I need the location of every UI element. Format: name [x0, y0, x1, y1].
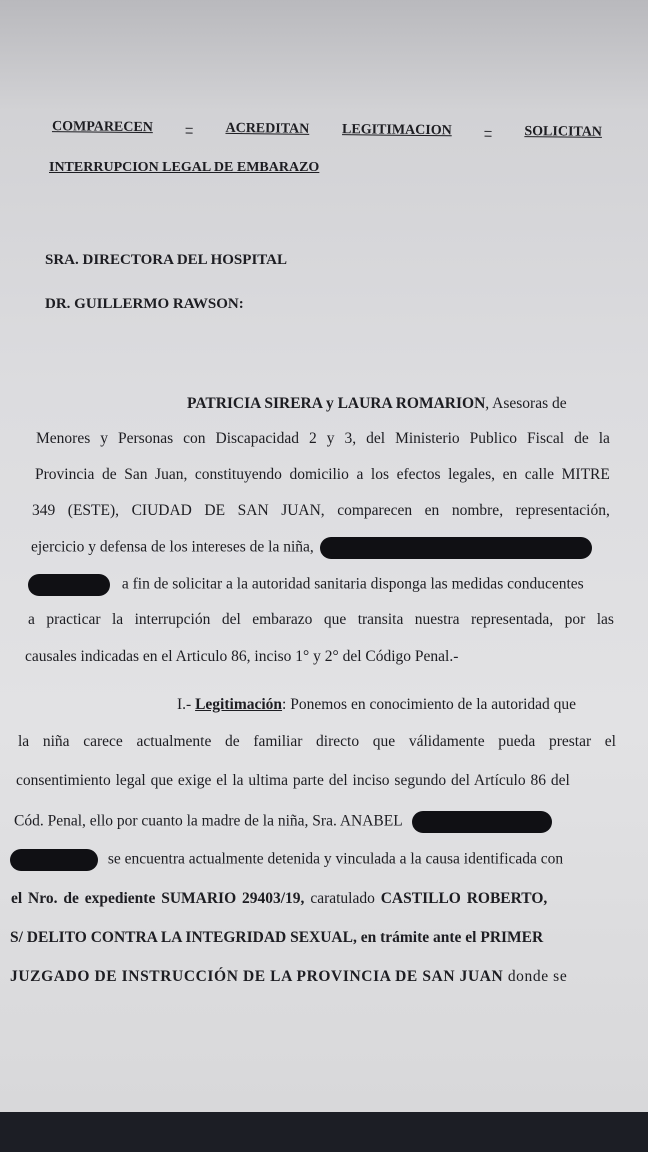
- background-edge: [0, 1112, 648, 1152]
- intro-line-4: [32, 502, 610, 520]
- word: Menores: [36, 430, 91, 447]
- addressee-line-2: DR. GUILLERMO RAWSON:: [45, 296, 244, 312]
- word: a: [28, 611, 35, 628]
- word: por: [564, 611, 586, 628]
- section-title: Legitimación: [195, 696, 283, 713]
- word: domicilio: [289, 466, 349, 483]
- word: directo: [316, 733, 360, 750]
- addressee-line-1: SRA. DIRECTORA DEL HOSPITAL: [45, 252, 288, 268]
- word: el: [604, 733, 616, 750]
- word: MITRE: [561, 466, 610, 483]
- word: de: [225, 733, 240, 750]
- word: carece: [83, 733, 123, 750]
- redacted-name-box: [28, 574, 110, 596]
- word: practicar: [46, 611, 101, 628]
- intro-line-3: [35, 466, 610, 484]
- word: transita: [357, 611, 404, 628]
- word: Juan,: [155, 466, 188, 483]
- case-title: CASTILLO ROBERTO,: [380, 890, 548, 907]
- word: DE: [204, 502, 226, 519]
- section-1-line-8-b: donde se: [507, 968, 568, 985]
- word: efectos: [396, 466, 441, 483]
- section-1-line-6-a: el Nro. de expediente: [11, 890, 156, 907]
- word: prestar: [548, 733, 592, 750]
- word: SAN: [237, 502, 269, 519]
- petitioners-role: , Asesoras de: [485, 395, 567, 412]
- word: San: [124, 466, 148, 483]
- word: (ESTE),: [67, 502, 120, 519]
- intro-line-5: [31, 537, 592, 559]
- intro-line-1: [187, 395, 567, 413]
- word: COMPARECEN: [51, 119, 153, 136]
- word: la: [598, 430, 610, 447]
- word: Ministerio: [395, 430, 460, 447]
- intro-line-7: [28, 611, 614, 629]
- section-1-line-7-b: en trámite ante el: [360, 929, 477, 946]
- word: que: [323, 611, 347, 628]
- case-number: SUMARIO 29403/19,: [161, 890, 305, 907]
- word: en: [424, 502, 440, 519]
- section-1-line-6: [11, 890, 547, 908]
- section-1-line-5: [10, 849, 563, 871]
- word: de: [101, 466, 117, 483]
- word: que: [372, 733, 396, 750]
- word: representada,: [470, 611, 554, 628]
- word: 349: [32, 502, 56, 519]
- word: la: [111, 611, 124, 628]
- word: comparecen: [337, 502, 413, 519]
- intro-line-8: causales indicadas en el Articulo 86, inciso 1° y 2° del Código Penal.-: [25, 648, 459, 665]
- word: –: [185, 120, 193, 136]
- word: Fiscal: [527, 430, 565, 447]
- section-1-line-8: [10, 968, 567, 986]
- word: LEGITIMACION: [342, 122, 452, 139]
- word: 2: [309, 430, 317, 447]
- redacted-name-box: [412, 811, 552, 833]
- word: familiar: [253, 733, 303, 750]
- redacted-name-box: [10, 849, 98, 871]
- petitioners-names: PATRICIA SIRERA y LAURA ROMARION: [187, 395, 486, 412]
- section-1-line-3: consentimiento legal que exige el la ultima parte del inciso segundo del Artículo 86 del: [16, 772, 570, 789]
- court-first-word: PRIMER: [480, 929, 544, 946]
- word: niña: [42, 733, 70, 750]
- word: representación,: [515, 502, 610, 519]
- word: y: [326, 430, 335, 447]
- word: SOLICITAN: [524, 124, 603, 140]
- section-1-line-5-text: se encuentra actualmente detenida y vinculada a la causa identificada con: [107, 850, 564, 868]
- word: legales,: [448, 466, 495, 483]
- section-1-line-1: [177, 696, 576, 714]
- word: la: [18, 733, 30, 750]
- word: nombre,: [451, 502, 504, 519]
- word: JUAN,: [281, 502, 325, 519]
- word: los: [370, 466, 390, 483]
- document-title-line-2: INTERRUPCION LEGAL DE EMBARAZO: [49, 160, 320, 175]
- redacted-name-box: [320, 537, 592, 559]
- offense-description: S/ DELITO CONTRA LA INTEGRIDAD SEXUAL,: [10, 929, 357, 946]
- word: 3,: [344, 430, 357, 447]
- word: embarazo: [252, 611, 313, 628]
- intro-line-2: [36, 430, 610, 448]
- word: a: [356, 466, 364, 483]
- intro-line-5-text: ejercicio y defensa de los intereses de la niña,: [31, 538, 314, 556]
- word: nuestra: [414, 611, 460, 628]
- word: y: [100, 430, 108, 447]
- word: constituyendo: [194, 466, 282, 483]
- section-1-line-2: [18, 733, 616, 751]
- word: CIUDAD: [131, 502, 192, 519]
- section-1-line-1-text: : Ponemos en conocimiento de la autoridad que: [282, 696, 577, 713]
- word: en: [502, 466, 518, 483]
- word: –: [484, 123, 492, 139]
- word: del: [366, 430, 386, 447]
- word: calle: [524, 466, 555, 483]
- word: Publico: [469, 430, 518, 447]
- word: pueda: [498, 733, 536, 750]
- section-1-line-4: [14, 811, 552, 833]
- word: Personas: [118, 430, 174, 447]
- section-number: I.-: [177, 696, 192, 713]
- word: interrupción: [134, 611, 211, 628]
- word: del: [221, 611, 241, 628]
- intro-line-6-text: a fin de solicitar a la autoridad sanitaria disponga las medidas conducentes: [121, 575, 584, 593]
- word: las: [596, 611, 614, 628]
- section-1-line-6-c: caratulado: [310, 890, 375, 907]
- court-name: JUZGADO DE INSTRUCCIÓN DE LA PROVINCIA DE SAN JUAN: [10, 968, 504, 985]
- intro-line-6: [28, 574, 584, 596]
- word: de: [574, 430, 589, 447]
- word: con: [183, 430, 206, 447]
- word: ACREDITAN: [225, 120, 310, 137]
- section-1-line-7: [10, 929, 543, 947]
- word: actualmente: [136, 733, 212, 750]
- word: Discapacidad: [215, 430, 299, 447]
- word: válidamente: [408, 733, 485, 750]
- section-1-line-4-text: Cód. Penal, ello por cuanto la madre de la niña, Sra. ANABEL: [14, 812, 403, 830]
- word: Provincia: [35, 466, 95, 483]
- document-title-line-1: [52, 119, 602, 141]
